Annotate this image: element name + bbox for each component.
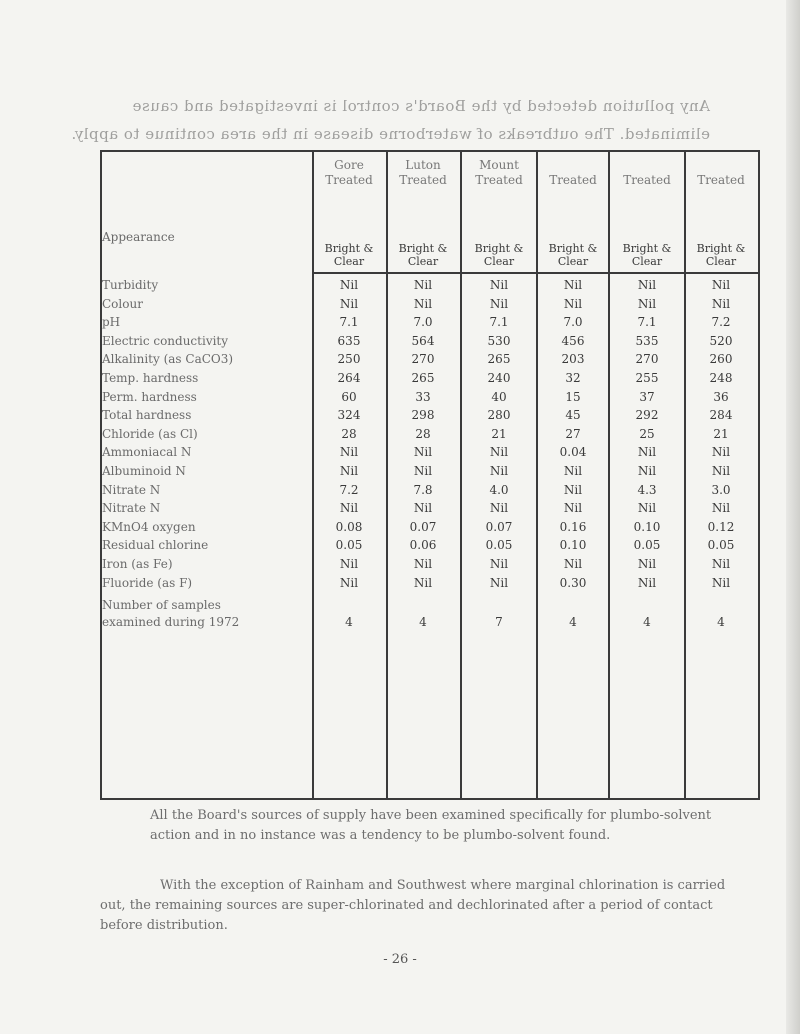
- table-cell: 0.10: [633, 519, 661, 534]
- row-label: Electric conductivity: [102, 333, 229, 348]
- column-header: Treated: [697, 173, 745, 187]
- table-cell: 4.0: [489, 482, 509, 497]
- row-label: Colour: [102, 296, 143, 311]
- table-cell: 0.04: [559, 445, 587, 460]
- table-cell: Nil: [413, 464, 433, 478]
- table-cell: Nil: [413, 501, 433, 516]
- water-analysis-table: [100, 150, 760, 800]
- table-cell: 45: [565, 408, 581, 423]
- table-cell: 0.06: [409, 538, 437, 553]
- table-cell: 36: [713, 389, 729, 404]
- table-cell: 0.07: [409, 519, 437, 534]
- table-cell: Nil: [711, 278, 731, 292]
- table-cell: 0.16: [559, 519, 587, 534]
- column-header: Luton Treated: [399, 158, 447, 187]
- table-cell: 0.12: [707, 519, 735, 534]
- table-cell: 270: [635, 352, 659, 367]
- table-cell: 635: [337, 333, 361, 348]
- table-cell: 37: [639, 389, 655, 404]
- table-cell: Nil: [413, 575, 433, 590]
- row-label: Perm. hardness: [102, 389, 197, 404]
- table-cell: 21: [491, 426, 507, 441]
- row-label: Temp. hardness: [102, 371, 199, 385]
- table-cell: 0.05: [633, 538, 661, 553]
- column-header: Mount Treated: [475, 158, 523, 187]
- row-label: Alkalinity (as CaCO3): [102, 352, 234, 367]
- row-label: Turbidity: [102, 278, 159, 292]
- table-cell: 255: [635, 371, 659, 385]
- table-cell: 284: [709, 408, 733, 423]
- row-label: Iron (as Fe): [102, 557, 173, 571]
- table-cell: 203: [561, 352, 585, 367]
- table-cell: 0.05: [707, 538, 735, 553]
- table-cell: 4.3: [637, 482, 657, 497]
- table-cell: Nil: [563, 296, 583, 311]
- row-label: Fluoride (as F): [102, 575, 193, 590]
- appearance-cell: Bright & Clear: [324, 242, 374, 268]
- table-cell: 25: [639, 426, 655, 441]
- table-cell: Nil: [637, 501, 657, 516]
- table-cell: 0.10: [559, 538, 587, 553]
- table-cell: Nil: [413, 445, 433, 460]
- table-cell: Nil: [413, 557, 433, 571]
- column-header: Treated: [549, 173, 597, 187]
- samples-cell: 4: [569, 615, 577, 630]
- table-cell: 240: [487, 371, 511, 385]
- table-cell: 0.05: [335, 538, 363, 553]
- note-plumbo-solvency: All the Board's sources of supply have been examined specifically for plumbo-solvent action and in no instance was a tendency to be plumbo-solvent found.: [150, 808, 712, 843]
- table-cell: Nil: [563, 278, 583, 292]
- bleed-through-line: Any pollution detected by the Board's control is investigated and cause: [132, 97, 710, 115]
- table-cell: Nil: [711, 445, 731, 460]
- table-cell: Nil: [711, 464, 731, 478]
- row-label: Ammoniacal N: [102, 445, 192, 460]
- table-cell: 0.08: [335, 519, 363, 534]
- table-cell: 456: [561, 333, 585, 348]
- table-cell: 28: [341, 426, 357, 441]
- appearance-cell: Bright & Clear: [622, 242, 672, 268]
- table-cell: 7.1: [339, 315, 359, 330]
- appearance-cell: Bright & Clear: [548, 242, 598, 268]
- table-cell: Nil: [637, 575, 657, 590]
- bleed-through-line: eliminated. The outbreaks of waterborne disease in the area continue to apply.: [70, 125, 710, 143]
- table-cell: Nil: [711, 575, 731, 590]
- table-cell: 27: [565, 426, 581, 441]
- table-cell: 3.0: [711, 482, 731, 497]
- row-label: Residual chlorine: [102, 538, 209, 553]
- table-cell: 260: [709, 352, 733, 367]
- samples-cell: 4: [419, 615, 427, 630]
- table-cell: Nil: [339, 557, 359, 571]
- table-border-right: [758, 150, 760, 800]
- table-cell: Nil: [711, 557, 731, 571]
- table-cell: Nil: [339, 296, 359, 311]
- table-cell: Nil: [489, 464, 509, 478]
- page-edge-shadow: [786, 0, 800, 1034]
- table-cell: 265: [487, 352, 511, 367]
- samples-cell: 4: [345, 615, 353, 630]
- table-cell: Nil: [413, 296, 433, 311]
- row-label: Nitrate N: [102, 501, 161, 516]
- table-cell: Nil: [563, 482, 583, 497]
- table-cell: 248: [709, 371, 733, 385]
- table-cell: 28: [415, 426, 431, 441]
- column-header: Gore Treated: [325, 158, 373, 187]
- table-cell: 292: [635, 408, 659, 423]
- table-cell: Nil: [637, 557, 657, 571]
- table-cell: 535: [635, 333, 659, 348]
- table-cell: 7.1: [489, 315, 509, 330]
- table-cell: 15: [565, 389, 581, 404]
- page-number: - 26 -: [383, 952, 417, 967]
- table-cell: Nil: [489, 445, 509, 460]
- table-cell: 265: [411, 371, 435, 385]
- appearance-cell: Bright & Clear: [474, 242, 524, 268]
- table-cell: Nil: [339, 501, 359, 516]
- table-border-top: [100, 150, 760, 152]
- table-cell: 0.07: [485, 519, 513, 534]
- table-cell: Nil: [489, 501, 509, 516]
- table-cell: 324: [337, 408, 361, 423]
- table-cell: 250: [337, 352, 361, 367]
- appearance-cell: Bright & Clear: [398, 242, 448, 268]
- table-cell: 530: [487, 333, 511, 348]
- table-cell: 264: [337, 371, 361, 385]
- table-cell: 21: [713, 426, 729, 441]
- table-cell: 7.0: [563, 315, 583, 330]
- table-cell: Nil: [637, 464, 657, 478]
- table-cell: Nil: [413, 278, 433, 292]
- row-label: pH: [102, 315, 121, 330]
- table-cell: Nil: [339, 445, 359, 460]
- table-cell: Nil: [563, 557, 583, 571]
- table-cell: 7.2: [339, 482, 359, 497]
- table-cell: 0.05: [485, 538, 513, 553]
- table-cell: Nil: [711, 501, 731, 516]
- row-label: Chloride (as Cl): [102, 426, 198, 441]
- table-cell: 0.30: [559, 575, 587, 590]
- table-cell: 7.0: [413, 315, 433, 330]
- table-cell: 280: [487, 408, 511, 423]
- row-label: Albuminoid N: [102, 464, 186, 478]
- table-cell: Nil: [711, 296, 731, 311]
- table-cell: Nil: [339, 575, 359, 590]
- samples-cell: 7: [495, 615, 503, 630]
- samples-cell: 4: [643, 615, 651, 630]
- samples-label: examined during 1972: [102, 615, 240, 630]
- table-cell: 298: [411, 408, 435, 423]
- table-cell: 520: [709, 333, 733, 348]
- table-cell: 7.2: [711, 315, 731, 330]
- table-cell: 33: [415, 389, 431, 404]
- table-cell: Nil: [489, 296, 509, 311]
- table-cell: Nil: [489, 557, 509, 571]
- column-header: Treated: [623, 173, 671, 187]
- appearance-label: Appearance: [102, 230, 175, 244]
- table-cell: 7.1: [637, 315, 657, 330]
- samples-cell: 4: [717, 615, 725, 630]
- row-label: Total hardness: [102, 408, 192, 423]
- table-cell: Nil: [489, 575, 509, 590]
- appearance-cell: Bright & Clear: [696, 242, 746, 268]
- row-label: KMnO4 oxygen: [102, 519, 196, 534]
- table-cell: Nil: [637, 278, 657, 292]
- table-cell: 564: [411, 333, 435, 348]
- table-cell: Nil: [637, 445, 657, 460]
- table-cell: 60: [341, 389, 357, 404]
- table-cell: 270: [411, 352, 435, 367]
- table-cell: 7.8: [413, 482, 433, 497]
- table-cell: Nil: [339, 278, 359, 292]
- table-cell: Nil: [339, 464, 359, 478]
- table-cell: Nil: [637, 296, 657, 311]
- samples-label: Number of samples: [102, 598, 221, 613]
- table-cell: Nil: [563, 464, 583, 478]
- table-cell: Nil: [563, 501, 583, 516]
- table-cell: 32: [565, 371, 581, 385]
- row-label: Nitrate N: [102, 482, 161, 497]
- note-chlorination: With the exception of Rainham and Southwest where marginal chlorination is carried out, the remaining sources are super-chlorinated and dechlorinated after a period of contact before distribution.: [100, 878, 726, 933]
- table-border-bottom: [100, 798, 760, 800]
- column-divider: [608, 150, 610, 800]
- column-divider: [460, 150, 462, 800]
- table-cell: 40: [491, 389, 507, 404]
- table-cell: Nil: [489, 278, 509, 292]
